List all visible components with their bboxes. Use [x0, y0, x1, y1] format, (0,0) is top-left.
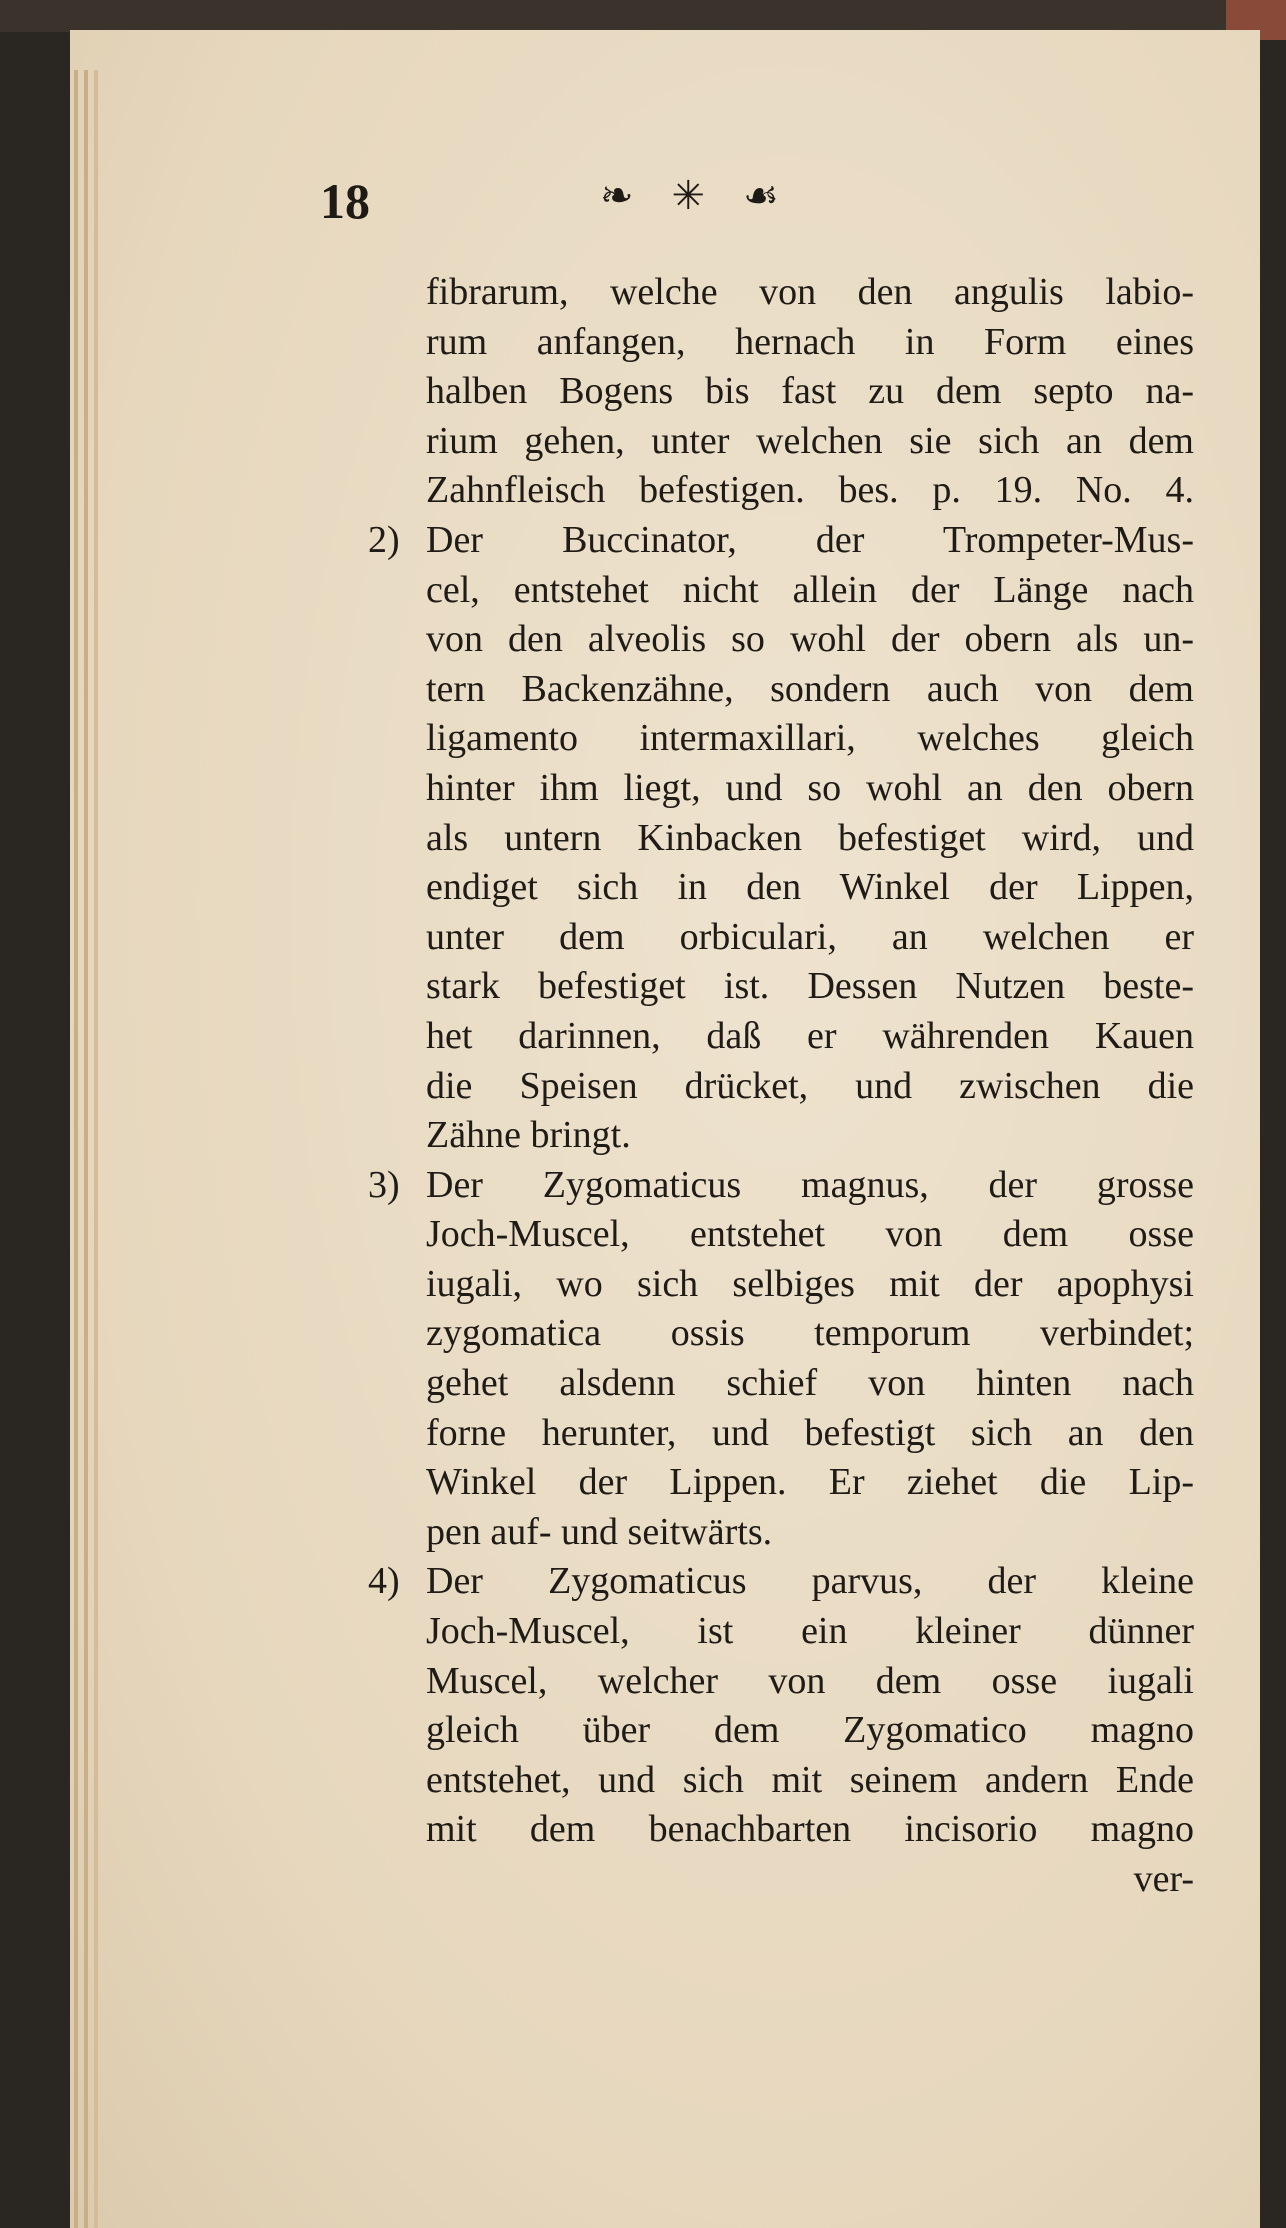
- page-edge: [74, 70, 78, 2228]
- text-line: hinter ihm liegt, und so wohl an den obern: [426, 766, 1194, 809]
- item-number: 3): [368, 1163, 400, 1206]
- text-line: cel, entstehet nicht allein der Länge nach: [426, 568, 1194, 611]
- text-line: gleich über dem Zygomatico magno: [426, 1709, 1194, 1752]
- item-number: 4): [368, 1560, 400, 1603]
- text-line: het darinnen, daß er währenden Kauen: [426, 1014, 1194, 1057]
- text-line: endiget sich in den Winkel der Lippen,: [426, 866, 1194, 909]
- scan-background: [0, 0, 1286, 32]
- text-line: halben Bogens bis fast zu dem septo na-: [426, 370, 1194, 413]
- page-number: 18: [320, 173, 370, 229]
- text-line: tern Backenzähne, sondern auch von dem: [426, 667, 1194, 710]
- text-line: ligamento intermaxillari, welches gleich: [426, 717, 1194, 760]
- text-line: unter dem orbiculari, an welchen er: [426, 915, 1194, 958]
- text-line-content: Der Zygomaticus parvus, der kleine: [426, 1560, 1194, 1603]
- text-line: stark befestiget ist. Dessen Nutzen beste-: [426, 965, 1194, 1008]
- text-line: Joch-Muscel, ist ein kleiner dünner: [426, 1610, 1194, 1653]
- text-line: von den alveolis so wohl der obern als un-: [426, 618, 1194, 661]
- text-line: als untern Kinbacken befestiget wird, und: [426, 816, 1194, 859]
- text-line: Joch-Muscel, entstehet von dem osse: [426, 1213, 1194, 1256]
- text-line: Zähne bringt.: [426, 1114, 631, 1157]
- text-line: gehet alsdenn schief von hinten nach: [426, 1362, 1194, 1405]
- text-line-content: Der Buccinator, der Trompeter-Mus-: [426, 518, 1194, 561]
- text-line: rum anfangen, hernach in Form eines: [426, 320, 1194, 363]
- catchword: ver-: [1133, 1858, 1194, 1900]
- text-line: [368, 1161, 1194, 1211]
- text-line: iugali, wo sich selbiges mit der apophysi: [426, 1262, 1194, 1305]
- page-edge: [84, 70, 88, 2228]
- text-line: [368, 516, 1194, 566]
- text-line: Winkel der Lippen. Er ziehet die Lip-: [426, 1461, 1194, 1504]
- page-edge: [94, 70, 98, 2228]
- item-number: 2): [368, 518, 400, 561]
- body-text: [368, 268, 1194, 1905]
- text-line: [368, 1557, 1194, 1607]
- text-line: pen auf- und seitwärts.: [426, 1510, 773, 1553]
- text-line-content: Der Zygomaticus magnus, der grosse: [426, 1163, 1194, 1206]
- text-line: fibrarum, welche von den angulis labio-: [426, 271, 1194, 313]
- text-line: die Speisen drücket, und zwischen die: [426, 1064, 1194, 1107]
- text-line: zygomatica ossis temporum verbindet;: [426, 1312, 1194, 1355]
- text-line: forne herunter, und befestigt sich an den: [426, 1411, 1194, 1454]
- text-line: mit dem benachbarten incisorio magno: [426, 1808, 1194, 1851]
- text-line: Zahnfleisch befestigen. bes. p. 19. No. 4.: [426, 469, 1194, 512]
- header-ornament: ❧ ✳ ☙: [600, 173, 793, 218]
- text-line: entstehet, und sich mit seinem andern Ende: [426, 1758, 1194, 1801]
- text-line: Muscel, welcher von dem osse iugali: [426, 1659, 1194, 1702]
- text-line: rium gehen, unter welchen sie sich an dem: [426, 419, 1194, 462]
